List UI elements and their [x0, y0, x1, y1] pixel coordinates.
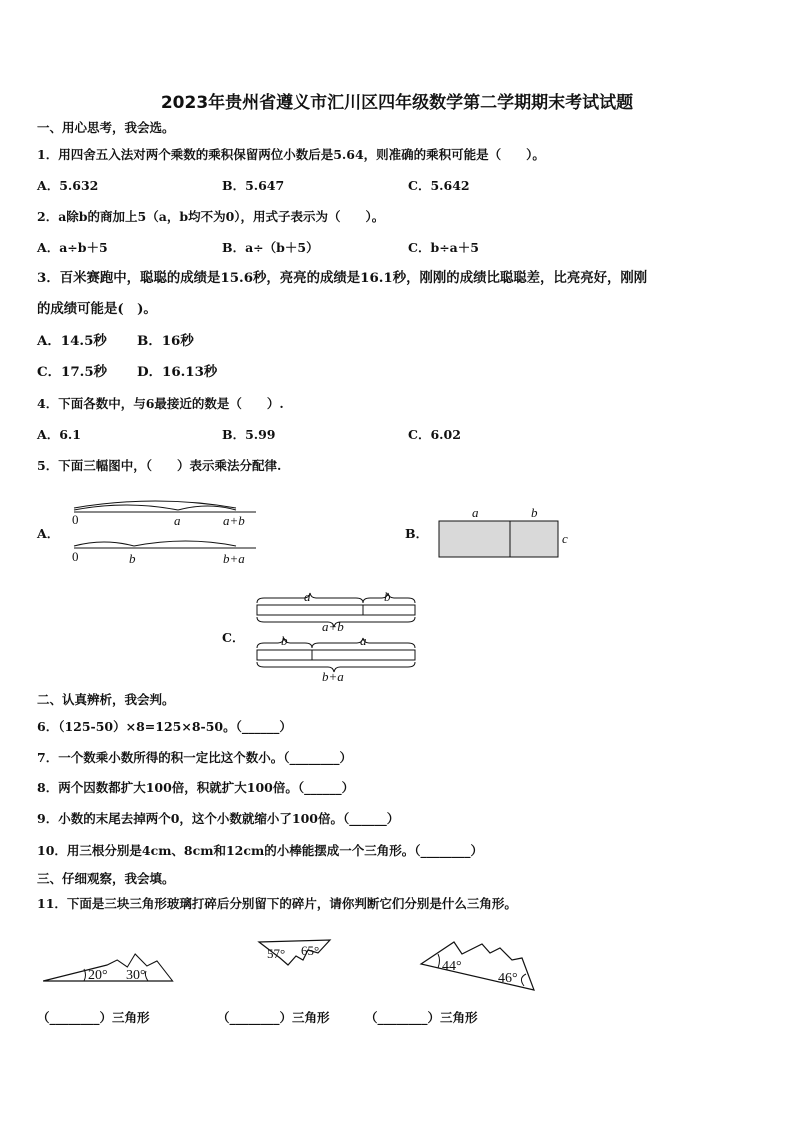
- section-heading-choice: 一、用心思考，我会选。: [37, 120, 175, 135]
- answer-blank-2[interactable]: （________）三角形: [217, 1010, 330, 1025]
- question-9: 9．小数的末尾去掉两个0，这个小数就缩小了100倍。（______）: [37, 811, 400, 826]
- question-3-stem-line1: 3．百米赛跑中，聪聪的成绩是15.6秒，亮亮的成绩是16.1秒，刚刚的成绩比聪聪差，比亮亮好，刚刚: [37, 270, 648, 286]
- question-5-stem: 5．下面三幅图中，（ ）表示乘法分配律.: [37, 458, 282, 473]
- diag-c-bottom-label-a: a: [360, 633, 367, 648]
- diag-a-label-a-plus-b: a+b: [223, 513, 245, 528]
- question-2-option-c[interactable]: C．b÷a＋5: [408, 240, 479, 255]
- angle-label-57: 57°: [267, 946, 286, 961]
- number-line-diagram: [66, 496, 266, 571]
- diag-a-zero-bottom: 0: [72, 549, 79, 564]
- diag-c-label-a-plus-b: a+b: [322, 619, 344, 634]
- question-7: 7．一个数乘小数所得的积一定比这个数小。（________）: [37, 750, 352, 765]
- triangle-fragment-2: [256, 938, 336, 978]
- question-3-option-c[interactable]: C．17.5秒: [37, 364, 108, 380]
- diag-c-top-label-b: b: [384, 589, 391, 604]
- answer-blank-1[interactable]: （________）三角形: [37, 1010, 150, 1025]
- question-5-option-b-label[interactable]: B．: [405, 526, 429, 541]
- diag-a-label-b-plus-a: b+a: [223, 551, 245, 566]
- rectangle-area-diagram: [436, 504, 576, 564]
- angle-label-20: 20°: [88, 968, 108, 983]
- question-4-option-c[interactable]: C．6.02: [408, 427, 461, 442]
- question-8: 8．两个因数都扩大100倍，积就扩大100倍。（______）: [37, 780, 355, 795]
- triangle-fragment-3: [418, 938, 538, 994]
- question-11-stem: 11．下面是三块三角形玻璃打碎后分别留下的碎片，请你判断它们分别是什么三角形。: [37, 896, 517, 911]
- question-4-option-b[interactable]: B．5.99: [222, 427, 276, 442]
- question-2-option-a[interactable]: A．a÷b＋5: [37, 240, 108, 255]
- section-heading-judge: 二、认真辨析，我会判。: [37, 692, 175, 707]
- question-1-option-c[interactable]: C．5.642: [408, 178, 470, 193]
- question-3-option-b[interactable]: B．16秒: [137, 333, 194, 349]
- diag-b-label-a: a: [472, 505, 479, 520]
- question-4-stem: 4．下面各数中，与6最接近的数是（ ）.: [37, 396, 284, 411]
- diag-a-label-b: b: [129, 551, 136, 566]
- question-5-option-c-label[interactable]: C．: [222, 630, 245, 645]
- section-heading-observe: 三、仔细观察，我会填。: [37, 871, 175, 886]
- diag-b-label-c: c: [562, 531, 568, 546]
- diag-c-bottom-label-b: b: [281, 633, 288, 648]
- question-10: 10．用三根分别是4cm、8cm和12cm的小棒能摆成一个三角形。（________）: [37, 843, 483, 858]
- diag-a-zero-top: 0: [72, 512, 79, 527]
- page-title: 2023年贵州省遵义市汇川区四年级数学第二学期期末考试试题: [160, 93, 634, 113]
- angle-label-65: 65°: [301, 943, 320, 958]
- angle-label-44: 44°: [442, 959, 462, 974]
- answer-blank-3[interactable]: （________）三角形: [365, 1010, 478, 1025]
- angle-label-30: 30°: [126, 968, 146, 983]
- question-3-option-a[interactable]: A．14.5秒: [37, 333, 107, 349]
- diag-c-top-label-a: a: [304, 589, 311, 604]
- diag-b-label-b: b: [531, 505, 538, 520]
- diag-c-label-b-plus-a: b+a: [322, 669, 344, 684]
- question-2-option-b[interactable]: B．a÷（b＋5）: [222, 240, 319, 255]
- question-3-stem-line2: 的成绩可能是( )。: [37, 301, 157, 317]
- diag-a-label-a: a: [174, 513, 181, 528]
- triangle-fragment-1: [40, 944, 180, 989]
- question-5-option-a-label[interactable]: A．: [37, 526, 60, 541]
- question-3-option-d[interactable]: D．16.13秒: [137, 364, 218, 380]
- question-1-stem: 1．用四舍五入法对两个乘数的乘积保留两位小数后是5.64，则准确的乘积可能是（ ）。: [37, 147, 545, 162]
- angle-label-46: 46°: [498, 971, 518, 986]
- question-1-option-b[interactable]: B．5.647: [222, 178, 285, 193]
- question-2-stem: 2．a除b的商加上5（a，b均不为0），用式子表示为（ ）。: [37, 209, 385, 224]
- bar-diagram: [254, 588, 424, 688]
- question-1-option-a[interactable]: A．5.632: [37, 178, 99, 193]
- question-4-option-a[interactable]: A．6.1: [37, 427, 81, 442]
- question-6: 6．（125-50）×8=125×8-50。（______）: [37, 719, 292, 734]
